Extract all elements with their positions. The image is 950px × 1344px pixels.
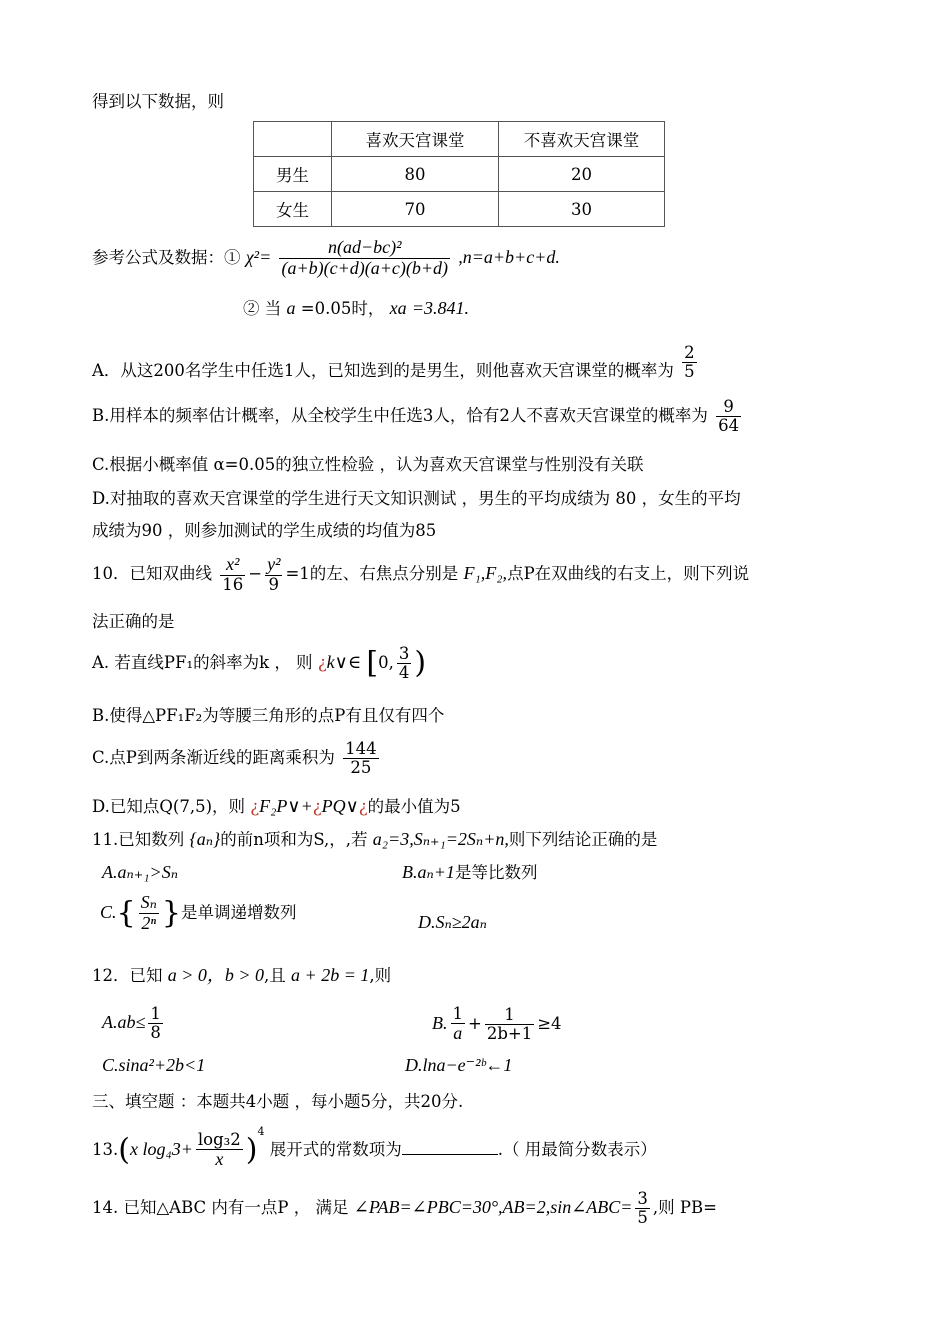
close-paren: ) (245, 1132, 258, 1168)
q10-option-c (92, 740, 382, 777)
q13-stem (92, 1125, 657, 1170)
q12-prefix: 12．已知 (92, 966, 163, 985)
q10-foci: F₁,F₂, (463, 562, 508, 583)
q9-option-a (92, 331, 700, 381)
q11-option-a: A.aₙ₊₁>Sₙ (102, 862, 178, 882)
q11-prefix: 11.已知数列 (92, 830, 185, 849)
q14-stem (92, 1190, 717, 1227)
q12-mid: ,且 (264, 966, 286, 985)
table-header-empty (254, 122, 332, 157)
q10-option-d-math1: F₂P∨+ (259, 796, 313, 816)
fraction-numerator: x² (220, 555, 245, 576)
contingency-table (253, 121, 665, 227)
plus-sign: + (468, 1013, 482, 1033)
table-cell: 20 (499, 157, 665, 192)
garbled-char: ¿ (317, 653, 327, 673)
q10-option-b: B.使得△PF₁F₂为等腰三角形的点P有且仅有四个 (92, 706, 445, 725)
garbled-char: ¿ (312, 797, 322, 816)
fraction-numerator: 144 (345, 739, 377, 758)
fraction-numerator: log₃2 (197, 1130, 241, 1150)
fraction-numerator: 3 (637, 1189, 648, 1208)
q14-prefix: 14. 已知△ABC 内有一点P ， 满足 (92, 1198, 349, 1218)
intro-text: 得到以下数据，则 (92, 92, 224, 111)
q12-stem (92, 965, 391, 987)
table-cell-label: 男生 (254, 157, 332, 192)
q10-option-a-fraction (397, 645, 412, 682)
q11-mid: 的前n项和为S,，,若 (220, 830, 368, 849)
table-cell: 70 (332, 192, 499, 227)
q11-suffix: 则下列结论正确的是 (508, 830, 658, 849)
close-paren: ) (414, 645, 427, 681)
q10-option-d-suffix: 的最小值为5 (367, 797, 461, 816)
fraction-numerator: 1 (452, 1004, 463, 1023)
q9-option-b (92, 398, 744, 435)
chi-square-fraction (279, 238, 450, 279)
q9-option-c: C.根据小概率值 α=0.05的独立性检验 ，认为喜欢天宫课堂与性别没有关联 (92, 455, 644, 474)
q11-condition: a₂=3,Sₙ₊₁=2Sₙ+n, (372, 829, 509, 849)
table-header-dislike: 不喜欢天宫课堂 (499, 122, 665, 157)
fraction-denominator: 5 (637, 1208, 648, 1228)
minus-sign: − (248, 563, 263, 583)
q9-option-b-fraction (716, 398, 741, 435)
alpha-symbol: a (286, 298, 296, 318)
q12-option-a-math: A.ab≤ (102, 1012, 146, 1033)
q11-option-b-math: B.aₙ+1 (402, 862, 455, 882)
q13-prefix: 13. (92, 1140, 119, 1159)
q10-equation-tail: =1的左、右焦点分别是 (285, 563, 459, 583)
q9-option-d-line2: 成绩为90 ，则参加测试的学生成绩的均值为85 (92, 521, 437, 540)
q12-option-b-fraction2 (485, 1006, 534, 1043)
q11-option-c-text: 是单调递增数列 (181, 902, 297, 922)
table-header-like: 喜欢天宫课堂 (332, 122, 499, 157)
q10-option-d-math2: PQ∨ (321, 796, 359, 816)
fraction-numerator: Sₙ (140, 892, 157, 912)
q12-equation: a + 2b = 1 (291, 965, 370, 985)
chi-square-symbol: χ²= (245, 246, 272, 267)
section-3-heading: 三、填空题 ：本题共4小题 ，每小题5分，共20分. (92, 1092, 464, 1111)
garbled-char: ¿ (250, 797, 260, 816)
q10-y-fraction (265, 555, 282, 594)
fraction-denominator: 9 (268, 574, 280, 594)
fraction-denominator: 25 (350, 758, 372, 778)
q12-option-d: D.lna−e⁻²ᵇ←1 (405, 1055, 513, 1075)
formula-label: 参考公式及数据：① (92, 247, 241, 267)
garbled-char: ¿ (358, 797, 368, 816)
q13-fraction (196, 1131, 243, 1170)
q12-condition: a > 0，b > 0 (167, 965, 265, 985)
fraction-denominator: a (453, 1023, 463, 1044)
q10-option-d-prefix: D.已知点Q(7,5)，则 (92, 797, 246, 816)
fraction-numerator: 1 (150, 1004, 161, 1023)
fraction-numerator: y² (267, 554, 281, 574)
exponent: 4 (257, 1125, 265, 1138)
table-row (254, 157, 665, 192)
table-header-row (254, 122, 665, 157)
table-cell-label: 女生 (254, 192, 332, 227)
open-paren: ( (118, 1132, 130, 1168)
table-cell: 30 (499, 192, 665, 227)
fraction-denominator: 2b+1 (486, 1023, 533, 1043)
table-cell: 80 (332, 157, 499, 192)
open-bracket: [ (366, 645, 379, 681)
fraction-numerator: 1 (485, 1006, 534, 1025)
q13-term1: x log₄3+ (129, 1139, 193, 1159)
q10-option-a (92, 645, 426, 682)
q11-option-c-fraction (139, 893, 159, 934)
q12-option-b-label: B. (432, 1012, 448, 1033)
fraction-denominator: 5 (684, 361, 695, 381)
formula-line-2 (243, 298, 469, 320)
q11-option-c-label: C. (100, 901, 117, 922)
fraction-denominator: (a+b)(c+d)(a+c)(b+d) (281, 257, 448, 278)
fraction-numerator: 2 (684, 342, 695, 362)
q13-hint: .（ 用最简分数表示） (497, 1140, 657, 1159)
q12-option-a-fraction (148, 1005, 163, 1042)
q10-option-d (92, 796, 461, 818)
q9-option-a-fraction (682, 344, 697, 381)
q10-option-c-text: C.点P到两条渐近线的距离乘积为 (92, 748, 335, 768)
fraction-denominator: x (215, 1149, 224, 1170)
q12-option-c: C.sina²+2b<1 (102, 1055, 206, 1075)
q12-option-a (102, 1005, 166, 1042)
q9-option-b-text: B.用样本的频率估计概率，从全校学生中任选3人，恰有2人不喜欢天宫课堂的概率为 (92, 406, 708, 426)
q10-stem-line2: 法正确的是 (92, 612, 175, 631)
fraction-denominator: 64 (718, 416, 740, 436)
q11-option-b (402, 862, 537, 884)
q14-fraction (635, 1190, 650, 1227)
x-alpha-symbol: xa (389, 298, 407, 318)
q11-option-b-text: 是等比数列 (454, 863, 538, 882)
q14-suffix: ,则 PB= (652, 1198, 717, 1218)
q10-stem (92, 555, 749, 594)
q9-option-d-line1: D.对抽取的喜欢天宫课堂的学生进行天文知识测试 ，男生的平均成绩为 80 ，女生的平均 (92, 489, 741, 508)
q11-option-d: D.Sₙ≥2aₙ (418, 912, 487, 932)
fraction-denominator: 16 (222, 574, 244, 594)
formula-line2-mid: =0.05时， (300, 299, 385, 318)
q10-x-fraction (220, 555, 245, 594)
q12-option-b-fraction1 (451, 1005, 466, 1044)
fraction-denominator: 8 (150, 1023, 161, 1043)
q10-suffix: 点P在双曲线的右支上，则下列说 (507, 563, 750, 583)
q11-option-c (100, 893, 297, 934)
q11-stem (92, 829, 657, 851)
zero-value: 0, (378, 653, 394, 673)
q10-option-a-math: k∨∈ (326, 652, 362, 673)
q9-option-a-text: A．从这200名学生中任选1人，已知选到的是男生，则他喜欢天宫课堂的概率为 (92, 361, 674, 380)
q14-math: ∠PAB=∠PBC=30°,AB=2,sin∠ABC= (353, 1197, 633, 1218)
fraction-numerator: 3 (398, 644, 410, 663)
open-brace: { (116, 895, 136, 931)
formula-line2-prefix: ② 当 (243, 299, 282, 318)
q10-option-a-text: A. 若直线PF₁的斜率为k ， 则 (92, 653, 313, 673)
q12-suffix: ,则 (369, 966, 392, 985)
close-brace: } (161, 895, 181, 931)
q12-option-b (432, 1005, 562, 1044)
answer-blank[interactable] (402, 1140, 498, 1155)
n-definition: ,n=a+b+c+d. (458, 246, 560, 267)
q13-suffix: 展开式的常数项为 (269, 1140, 402, 1159)
fraction-numerator: n(ad−bc)² (279, 238, 450, 259)
q10-option-c-fraction (343, 740, 379, 777)
q12-option-b-tail: ≥4 (537, 1013, 562, 1033)
q11-sequence: {aₙ} (189, 829, 221, 849)
q10-prefix: 10．已知双曲线 (92, 563, 212, 583)
critical-value: =3.841. (411, 298, 469, 318)
fraction-denominator: 4 (398, 663, 410, 683)
fraction-numerator: 9 (716, 398, 741, 417)
table-row (254, 192, 665, 227)
formula-line-1 (92, 238, 560, 279)
fraction-denominator: 2ⁿ (141, 912, 157, 933)
